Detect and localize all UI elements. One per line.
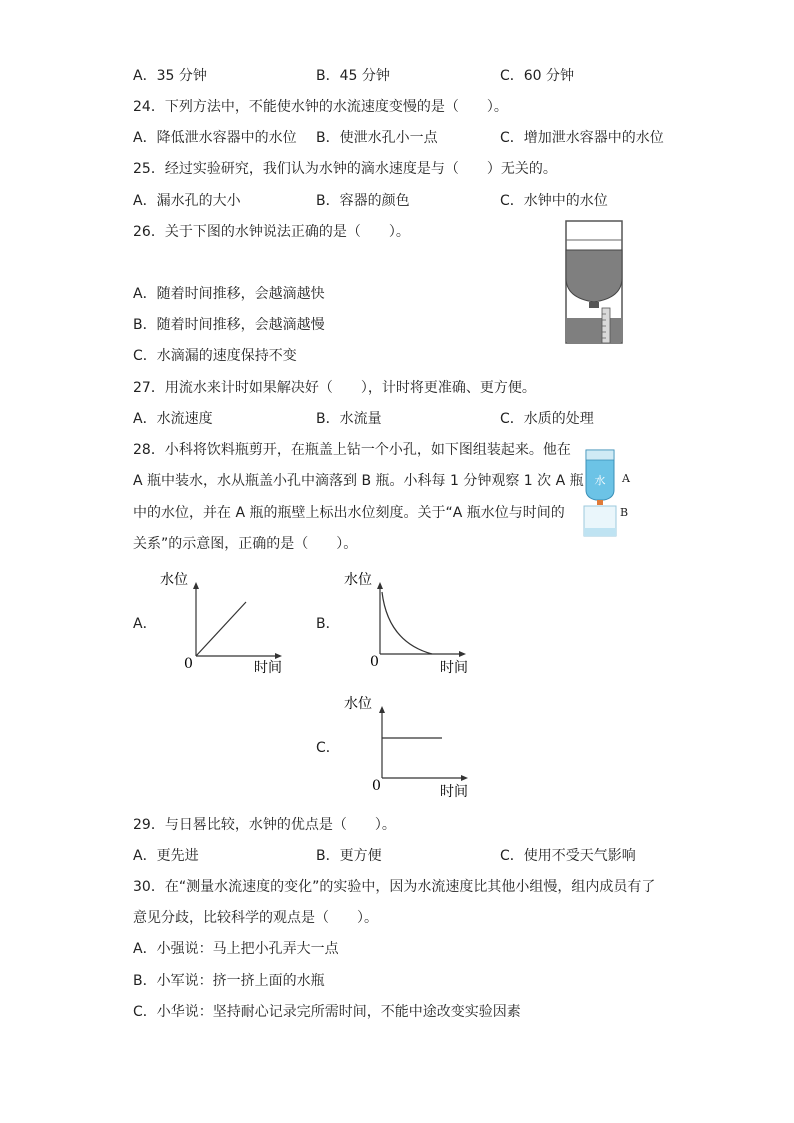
q24-option-a: A．降低泄水容器中的水位 xyxy=(133,130,297,146)
drip-nozzle xyxy=(589,302,599,308)
bottle-figure xyxy=(578,446,632,540)
q26-option-a: A．随着时间推移，会越滴越快 xyxy=(133,286,325,302)
graph-b-xlabel: 时间 xyxy=(440,660,468,676)
q25-stem: 25．经过实验研究，我们认为水钟的滴水速度是与（ ）无关的。 xyxy=(133,161,557,177)
q28-line-3: 中的水位，并在 A 瓶的瓶壁上标出水位刻度。关于“A 瓶水位与时间的 xyxy=(133,505,565,521)
q28-line-1: 28．小科将饮料瓶剪开，在瓶盖上钻一个小孔，如下图组装起来。他在 xyxy=(133,442,571,458)
graph-a-letter: A． xyxy=(133,616,157,632)
q30-option-a: A．小强说：马上把小孔弄大一点 xyxy=(133,941,339,957)
graph-a xyxy=(150,566,300,678)
q26-option-b: B．随着时间推移，会越滴越慢 xyxy=(133,317,325,333)
upper-water xyxy=(566,250,622,302)
graph-b-origin: 0 xyxy=(370,654,379,670)
q25-option-b: B．容器的颜色 xyxy=(316,193,410,209)
graph-a-origin: 0 xyxy=(184,656,193,672)
q28-line-4: 关系”的示意图，正确的是（ ）。 xyxy=(133,536,358,552)
bottle-b-label: B xyxy=(620,506,629,519)
graph-c-xlabel: 时间 xyxy=(440,784,468,800)
graph-c xyxy=(336,690,486,802)
q27-option-a: A．水流速度 xyxy=(133,411,213,427)
graph-a-ylabel: 水位 xyxy=(160,572,188,588)
q30-line-2: 意见分歧，比较科学的观点是（ ）。 xyxy=(133,910,378,926)
bottle-a-label: A xyxy=(622,472,630,485)
q23-option-a: A．35 分钟 xyxy=(133,68,207,84)
water-clock-figure xyxy=(562,220,626,346)
q28-line-2: A 瓶中装水，水从瓶盖小孔中滴落到 B 瓶。小科每 1 分钟观察 1 次 A 瓶 xyxy=(133,473,584,489)
q23-option-c: C．60 分钟 xyxy=(500,68,575,84)
q27-option-c: C．水质的处理 xyxy=(500,411,594,427)
q25-option-c: C．水钟中的水位 xyxy=(500,193,608,209)
q30-option-b: B．小军说：挤一挤上面的水瓶 xyxy=(133,973,325,989)
q27-option-b: B．水流量 xyxy=(316,411,382,427)
q24-option-b: B．使泄水孔小一点 xyxy=(316,130,438,146)
q29-option-c: C．使用不受天气影响 xyxy=(500,848,636,864)
bottle-water-label: 水 xyxy=(594,474,606,487)
q30-option-c: C．小华说：坚持耐心记录完所需时间，不能中途改变实验因素 xyxy=(133,1004,521,1020)
q30-line-1: 30．在“测量水流速度的变化”的实验中，因为水流速度比其他小组慢，组内成员有了 xyxy=(133,879,656,895)
q29-option-a: A．更先进 xyxy=(133,848,199,864)
graph-c-origin: 0 xyxy=(372,778,381,794)
q23-option-b: B．45 分钟 xyxy=(316,68,390,84)
graph-b-letter: B． xyxy=(316,616,340,632)
q29-option-b: B．更方便 xyxy=(316,848,382,864)
graph-a-xlabel: 时间 xyxy=(254,660,282,676)
graph-b xyxy=(336,566,486,678)
graph-b-ylabel: 水位 xyxy=(344,572,372,588)
q26-stem: 26．关于下图的水钟说法正确的是（ ）。 xyxy=(133,224,410,240)
graph-c-ylabel: 水位 xyxy=(344,696,372,712)
graph-b-curve xyxy=(382,592,432,654)
bottle-cap xyxy=(597,500,603,505)
q24-stem: 24．下列方法中，不能使水钟的水流速度变慢的是（ ）。 xyxy=(133,99,508,115)
q26-option-c: C．水滴漏的速度保持不变 xyxy=(133,348,297,364)
graph-c-letter: C． xyxy=(316,740,340,756)
graph-a-curve xyxy=(196,602,246,656)
q27-stem: 27．用流水来计时如果解决好（ ），计时将更准确、更方便。 xyxy=(133,380,536,396)
q29-stem: 29．与日晷比较，水钟的优点是（ ）。 xyxy=(133,817,396,833)
lower-water xyxy=(567,318,621,342)
q24-option-c: C．增加泄水容器中的水位 xyxy=(500,130,664,146)
q25-option-a: A．漏水孔的大小 xyxy=(133,193,241,209)
